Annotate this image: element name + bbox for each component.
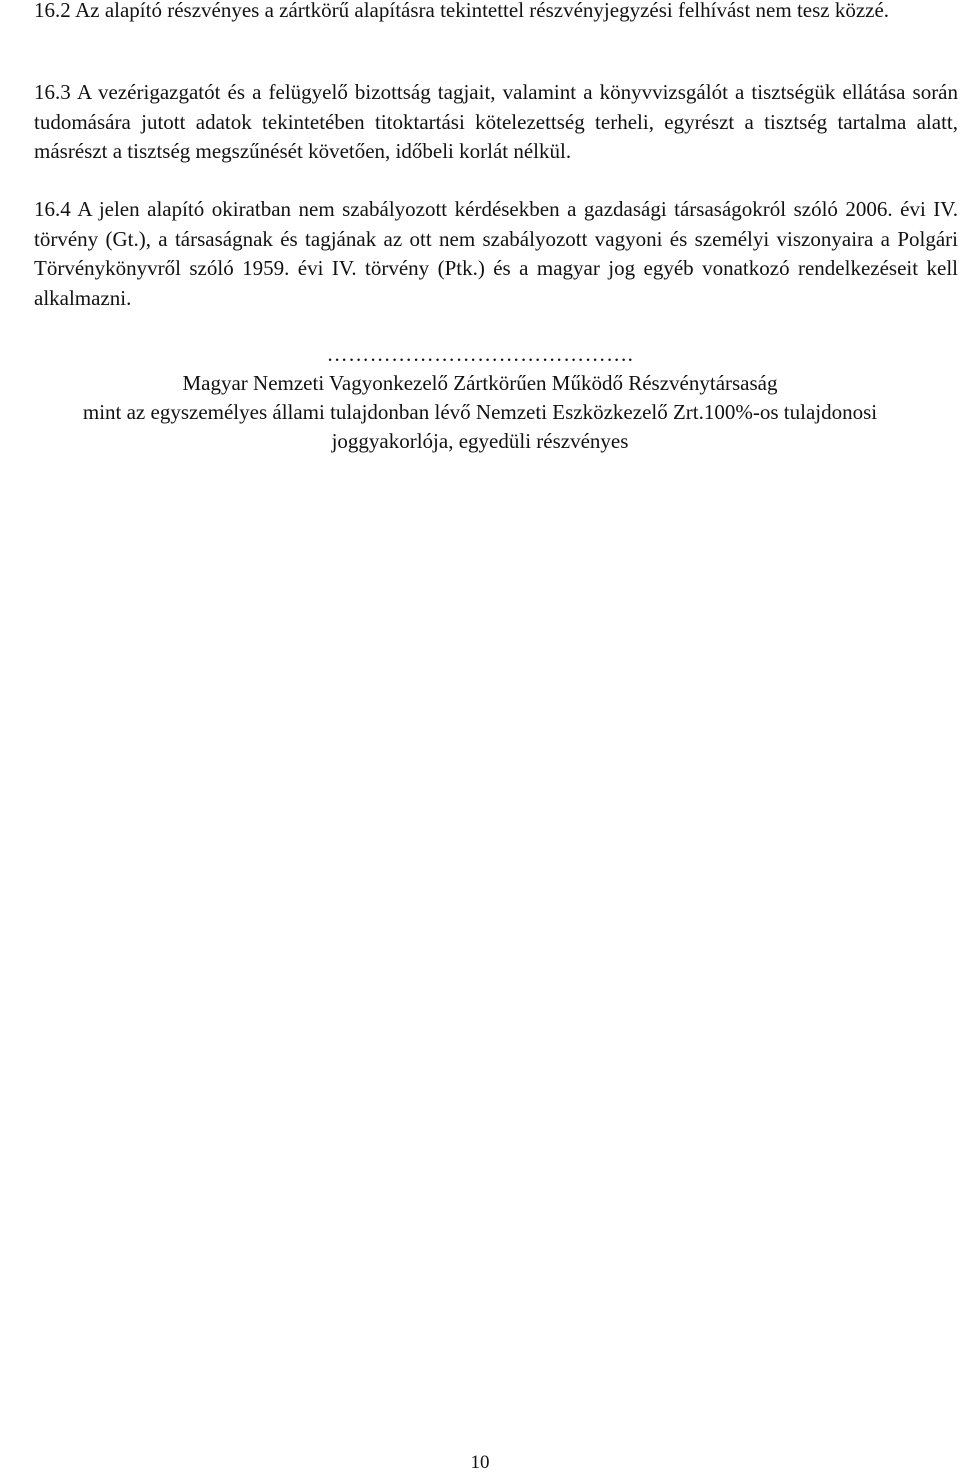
paragraph-text: A vezérigazgatót és a felügyelő bizottság tagjait, valamint a könyvvizsgálót a tisztségük ellátása során tudomására jutott adatok tekintetében titoktartási kötelezettség terheli, egyrészt a tisztség tartalma alatt, másrészt a tisztség megszűnését követően, időbeli korlát nélkül. bbox=[34, 80, 959, 163]
paragraph-16-4 bbox=[34, 195, 958, 313]
page-number: 10 bbox=[470, 1452, 490, 1473]
signature-dotted-line: ……………………………………. bbox=[326, 342, 634, 366]
paragraph-number: 16.3 bbox=[34, 80, 71, 104]
paragraph-16-3 bbox=[34, 78, 958, 167]
signatory-capacity: mint az egyszemélyes állami tulajdonban lévő Nemzeti Eszközkezelő Zrt.100%-os tulajdonosi bbox=[82, 400, 878, 424]
signatory-name: Magyar Nemzeti Vagyonkezelő Zártkörűen Működő Részvénytársaság bbox=[182, 371, 778, 395]
paragraph-text: A jelen alapító okiratban nem szabályozott kérdésekben a gazdasági társaságokról szóló 2006. évi IV. törvény (Gt.), a társaságnak és tagjának az ott nem szabályozott vagyoni és személyi viszonyaira a Polgári Törvénykönyvről szóló 1959. évi IV. törvény (Ptk.) és a magyar jog egyéb vonatkozó rendelkezéseit kell alkalmazni. bbox=[34, 197, 958, 310]
paragraph-16-2 bbox=[34, 0, 958, 26]
signature-block bbox=[0, 340, 960, 456]
signatory-role: joggyakorlója, egyedüli részvényes bbox=[331, 429, 629, 453]
paragraph-text: Az alapító részvényes a zártkörű alapításra tekintettel részvényjegyzési felhívást nem tesz közzé. bbox=[75, 0, 890, 22]
paragraph-number: 16.2 bbox=[34, 0, 71, 22]
paragraph-number: 16.4 bbox=[34, 197, 71, 221]
